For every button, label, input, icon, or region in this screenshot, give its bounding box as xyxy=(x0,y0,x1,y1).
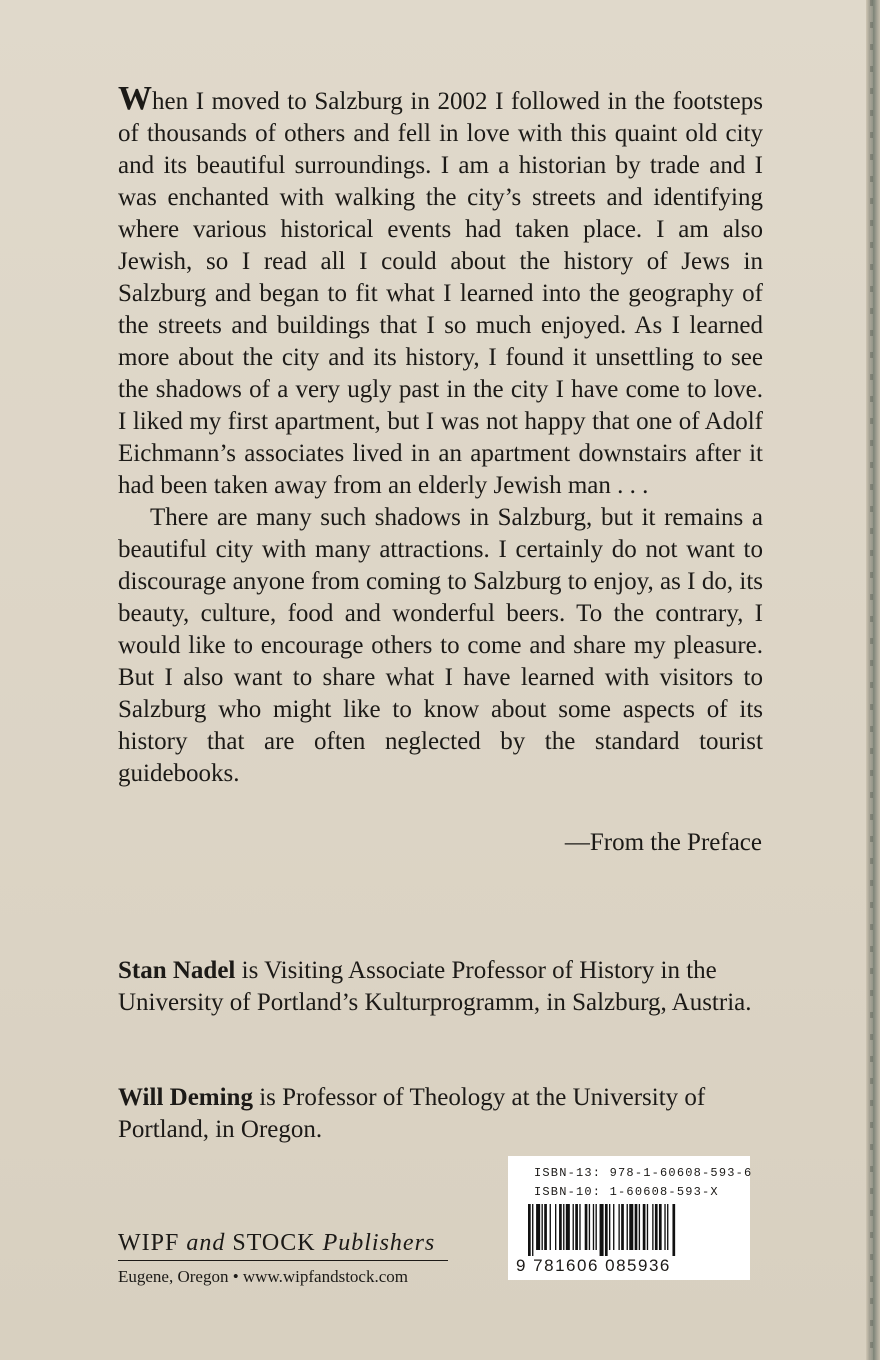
preface-paragraph-2: There are many such shadows in Salzburg, but it remains a beautiful city with many attractions. I certainly do not want to discourage anyone from coming to Salzburg to enjoy, as I do, its beauty, culture, food and wonderful beers. To the contrary, I would like to encourage others to come and share my pleasure. But I also want to share what I have learned with visitors to Salzburg who might like to know about some aspects of its history that are often neglected by the standard tourist guidebooks. xyxy=(118,504,763,787)
barcode-bar xyxy=(605,1204,608,1256)
author-name-2: Will Deming xyxy=(118,1084,253,1111)
barcode-bar xyxy=(627,1204,628,1250)
barcode-bar xyxy=(596,1204,597,1250)
barcode-bar xyxy=(559,1204,562,1250)
author-name-1: Stan Nadel xyxy=(118,957,236,984)
barcode-bar xyxy=(544,1204,547,1250)
preface-paragraph-1 xyxy=(118,80,763,502)
author-bio-text-1: is Visiting Associate Professor of History in the University of Portland’s Kulturprogramm, in Salzburg, Austria. xyxy=(118,957,752,1016)
barcode-bar xyxy=(655,1204,658,1250)
barcode-bar xyxy=(573,1204,574,1250)
barcode-bar xyxy=(528,1204,531,1256)
isbn-barcode-box xyxy=(508,1156,753,1280)
publisher-name-wipf: WIPF xyxy=(118,1230,187,1256)
preface-attribution: —From the Preface xyxy=(564,829,762,856)
author-bio-1 xyxy=(118,955,763,1019)
barcode-bar xyxy=(659,1204,662,1250)
isbn-13: ISBN-13: 978-1-60608-593-6 xyxy=(534,1166,753,1180)
barcode-bar xyxy=(613,1204,614,1250)
barcode-bar xyxy=(672,1204,675,1256)
publisher-name xyxy=(118,1228,448,1261)
publisher-location: Eugene, Oregon • www.wipfandstock.com xyxy=(118,1267,408,1286)
barcode-bar xyxy=(609,1204,610,1250)
barcode-bar xyxy=(629,1204,633,1250)
publisher-name-and: and xyxy=(186,1230,226,1256)
barcode-bar xyxy=(575,1204,578,1250)
barcode-bar xyxy=(585,1204,588,1250)
preface-paragraph-1-text: hen I moved to Salzburg in 2002 I followed in the footsteps of thousands of others and fell in love with this quaint old city and its beautiful surroundings. I am a historian by trade and I was enchanted with walking the city’s streets and identifying where various historical events had taken place. I am also Jewish, so I read all I could about the history of Jews in Salzburg and began to fit what I learned into the geography of the streets and buildings that I so much enjoyed. As I learned more about the city and its history, I found it unsettling to see the shadows of a very ugly past in the city I have come to love. I liked my first apartment, but I was not happy that one of Adolf Eichmann’s associates lived in an apartment downstairs after it had been taken away from an elderly Jewish man . . . xyxy=(118,88,763,499)
barcode-bar xyxy=(635,1204,638,1250)
barcode-bar xyxy=(639,1204,640,1250)
drop-cap: W xyxy=(118,80,152,117)
barcode-bar xyxy=(647,1204,648,1250)
cover-edge-photo-strip xyxy=(866,0,880,1360)
barcode-bar xyxy=(652,1204,653,1250)
publisher-name-publishers: Publishers xyxy=(322,1230,436,1256)
barcode-bar xyxy=(600,1204,604,1256)
author-bio-text-2: is Professor of Theology at the University of Portland, in Oregon. xyxy=(118,1084,706,1143)
barcode-bar xyxy=(664,1204,665,1250)
barcode-bar xyxy=(566,1204,570,1250)
publisher-imprint xyxy=(118,1228,448,1287)
barcode-bar xyxy=(589,1204,590,1250)
barcode-bar xyxy=(643,1204,646,1250)
barcode-bar xyxy=(618,1204,619,1250)
author-bio-2 xyxy=(118,1082,763,1146)
isbn-10: ISBN-10: 1-60608-593-X xyxy=(534,1185,719,1199)
preface-excerpt xyxy=(118,80,763,790)
barcode-digits: 9 781606 085936 xyxy=(516,1256,671,1275)
barcode-bar xyxy=(579,1204,580,1250)
barcode-bar xyxy=(536,1204,540,1250)
publisher-name-stock: STOCK xyxy=(225,1230,323,1256)
barcode-bar xyxy=(593,1204,594,1250)
barcode-bar xyxy=(555,1204,556,1250)
barcode-bar xyxy=(563,1204,564,1250)
barcode-bar xyxy=(542,1204,543,1250)
barcode-bar xyxy=(550,1204,551,1250)
barcode-bar xyxy=(621,1204,624,1250)
barcode-bar xyxy=(532,1204,533,1256)
barcode-bar xyxy=(667,1204,668,1250)
barcode-graphic xyxy=(526,1204,732,1256)
